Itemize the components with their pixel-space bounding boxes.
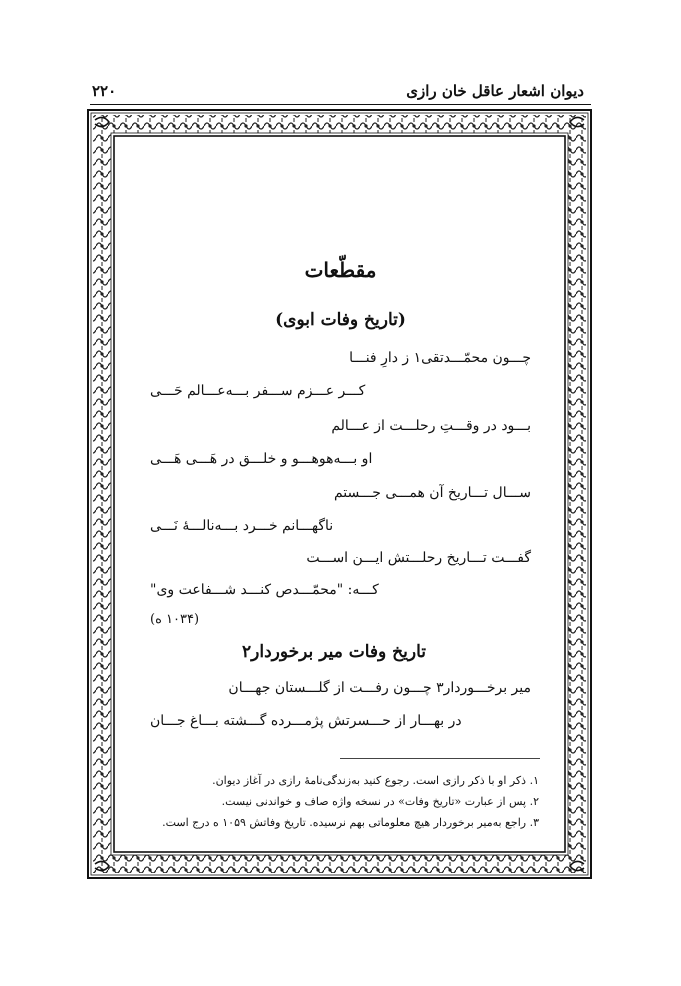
verse-line: بـــود در وقـــتِ رحلـــت از عـــالم (331, 418, 531, 434)
footnote-item: ۳. راجع به‌میر برخوردار هیچ معلوماتی بهم نرسیده. تاریخ وفاتش ۱۰۵۹ ه درج است. (162, 816, 539, 829)
verse-line: چـــون محمّـــدتقی۱ ز دارِ فنـــا (349, 350, 531, 366)
verse-line: ناگهـــانم خـــرد بـــه‌نالـــهٔ نَـــی (150, 518, 334, 534)
verse-line: او بـــه‌هوهـــو و خلـــق در هَـــی هَـــی (150, 451, 373, 467)
verse-line: ســـال تـــاریخ آن همـــی جـــستم (333, 485, 531, 501)
verse-line: گفـــت تـــاریخ رحلـــتش ایـــن اســـت (306, 550, 531, 566)
section-heading: مقطّعات (304, 258, 377, 282)
running-header-title: دیوان اشعار عاقل خان رازی (406, 82, 584, 100)
poem1-title: (تاریخ وفات ابوی) (275, 310, 406, 330)
verse-line: در بهـــار از حـــسرتش پژمـــرده گـــشته بـــاغ جـــان (150, 713, 462, 729)
verse-line: کـــر عـــزم ســـفر بـــه‌عـــالم حَـــی (150, 383, 366, 399)
poem2-title: تاریخ وفات میر برخوردار۲ (242, 642, 426, 662)
page-number: ۲۲۰ (92, 82, 117, 100)
poem1-date: (۱۰۳۴ ه) (150, 612, 200, 627)
footnote-item: ۲. پس از عبارت «تاریخ وفات» در نسخه واژه صاف و خواندنی نیست. (221, 795, 539, 808)
footnote-item: ۱. ذکر او با ذکر رازی است. رجوع کنید به‌زندگی‌نامهٔ رازی در آغاز دیوان. (212, 774, 539, 787)
footnote-rule (340, 758, 540, 759)
verse-line: میر برخـــوردار۳ چـــون رفـــت از گلـــستان جهـــان (228, 680, 531, 696)
verse-line: کـــه: "محمّـــدص کنـــد شـــفاعت وی" (150, 582, 379, 598)
